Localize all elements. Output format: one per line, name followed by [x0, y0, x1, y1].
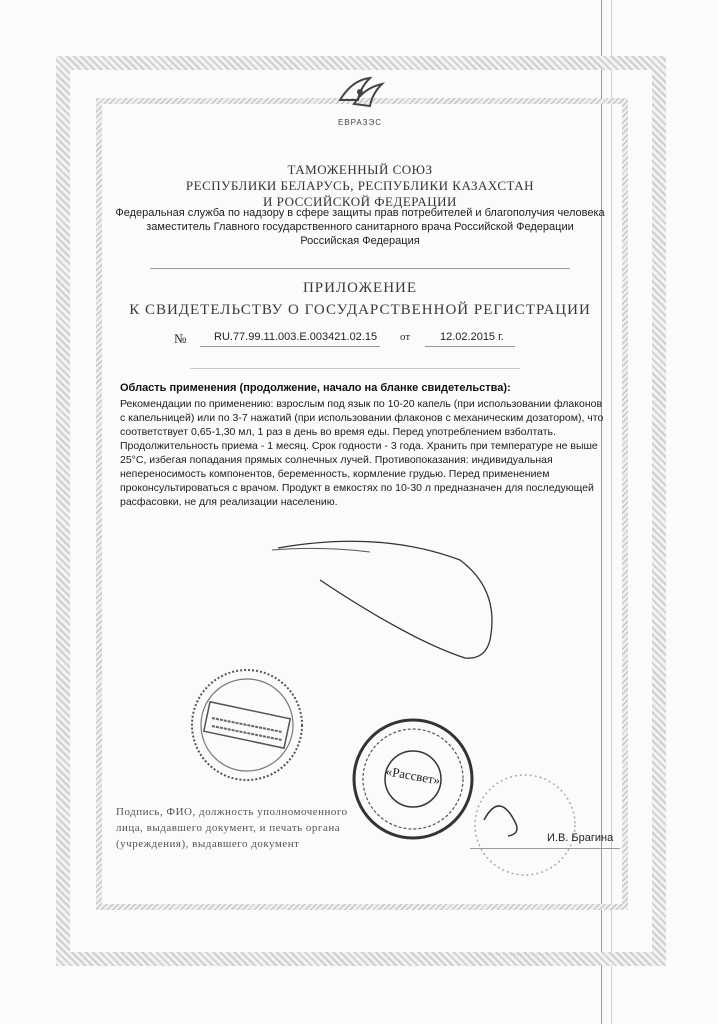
signer-name: И.В. Брагина	[547, 832, 614, 844]
eurasec-emblem-icon	[330, 70, 390, 114]
stamp-text: «Рассвет»	[384, 763, 442, 788]
signature-caption-line: (учреждения), выдавшего документ	[116, 838, 300, 850]
divider	[150, 268, 570, 269]
registration-from-label: от	[400, 331, 411, 343]
print-footer-noise: · · · · · · · · · · · · · · · · · · · · ·	[484, 952, 560, 958]
section-line: 25°С, избегая попадания прямых солнечных лучей. Противопоказания: индивидуальная	[120, 454, 553, 466]
agency-line-2: заместитель Главного государственного санитарного врача Российской Федерации	[146, 221, 574, 233]
section-line: соответствует 0,65-1,30 мл, 1 раз в день во время еды. Перед употреблением взболтать.	[120, 426, 556, 438]
handwritten-signature-icon	[260, 520, 520, 670]
signature-caption-line: лица, выдавшего документ, и печать органа	[116, 822, 341, 834]
section-line: Продолжительность приема - 1 месяц. Срок годности - 3 года. Хранить при температуре не выше	[120, 440, 598, 452]
header-line-2: РЕСПУБЛИКИ БЕЛАРУСЬ, РЕСПУБЛИКИ КАЗАХСТАН	[185, 178, 535, 193]
divider	[425, 346, 515, 347]
agency-line-1: Федеральная служба по надзору в сфере защиты прав потребителей и благополучия человека	[115, 207, 605, 219]
section-line: проконсультироваться с врачом. Продукт в емкостях по 10-30 л предназначен для последующей	[120, 482, 594, 494]
registration-number: RU.77.99.11.003.E.003421.02.15	[214, 331, 378, 343]
registration-no-label: №	[174, 331, 187, 346]
section-line: Рекомендации по применению: взрослым под язык по 10-20 капель (при использовании флаконов	[120, 398, 603, 410]
registration-date: 12.02.2015 г.	[440, 331, 504, 343]
section-line: с капельницей) или по 3-7 нажатий (при использовании флаконов с механическим дозатором), что	[120, 412, 604, 424]
divider	[200, 346, 380, 347]
divider	[470, 848, 620, 849]
document-subtitle: К СВИДЕТЕЛЬСТВУ О ГОСУДАРСТВЕННОЙ РЕГИСТРАЦИИ	[129, 302, 591, 318]
agency-line-3: Российская Федерация	[300, 235, 420, 247]
emblem-caption: ЕВРАЗЭС	[337, 118, 383, 127]
signature-caption-line: Подпись, ФИО, должность уполномоченного	[116, 806, 348, 818]
header-line-3: И РОССИЙСКОЙ ФЕДЕРАЦИИ	[263, 194, 457, 209]
official-seal-icon	[188, 666, 306, 784]
section-line: расфасовки, не для реализации населению.	[120, 496, 338, 508]
divider	[190, 368, 520, 369]
section-title: Область применения (продолжение, начало на бланке свидетельства):	[120, 382, 511, 394]
section-line: непереносимость компонентов, беременность, кормление грудью. Перед применением	[120, 468, 550, 480]
header-line-1: ТАМОЖЕННЫЙ СОЮЗ	[287, 162, 433, 177]
document-title: ПРИЛОЖЕНИЕ	[302, 280, 418, 296]
faint-stamp-icon	[470, 770, 580, 880]
